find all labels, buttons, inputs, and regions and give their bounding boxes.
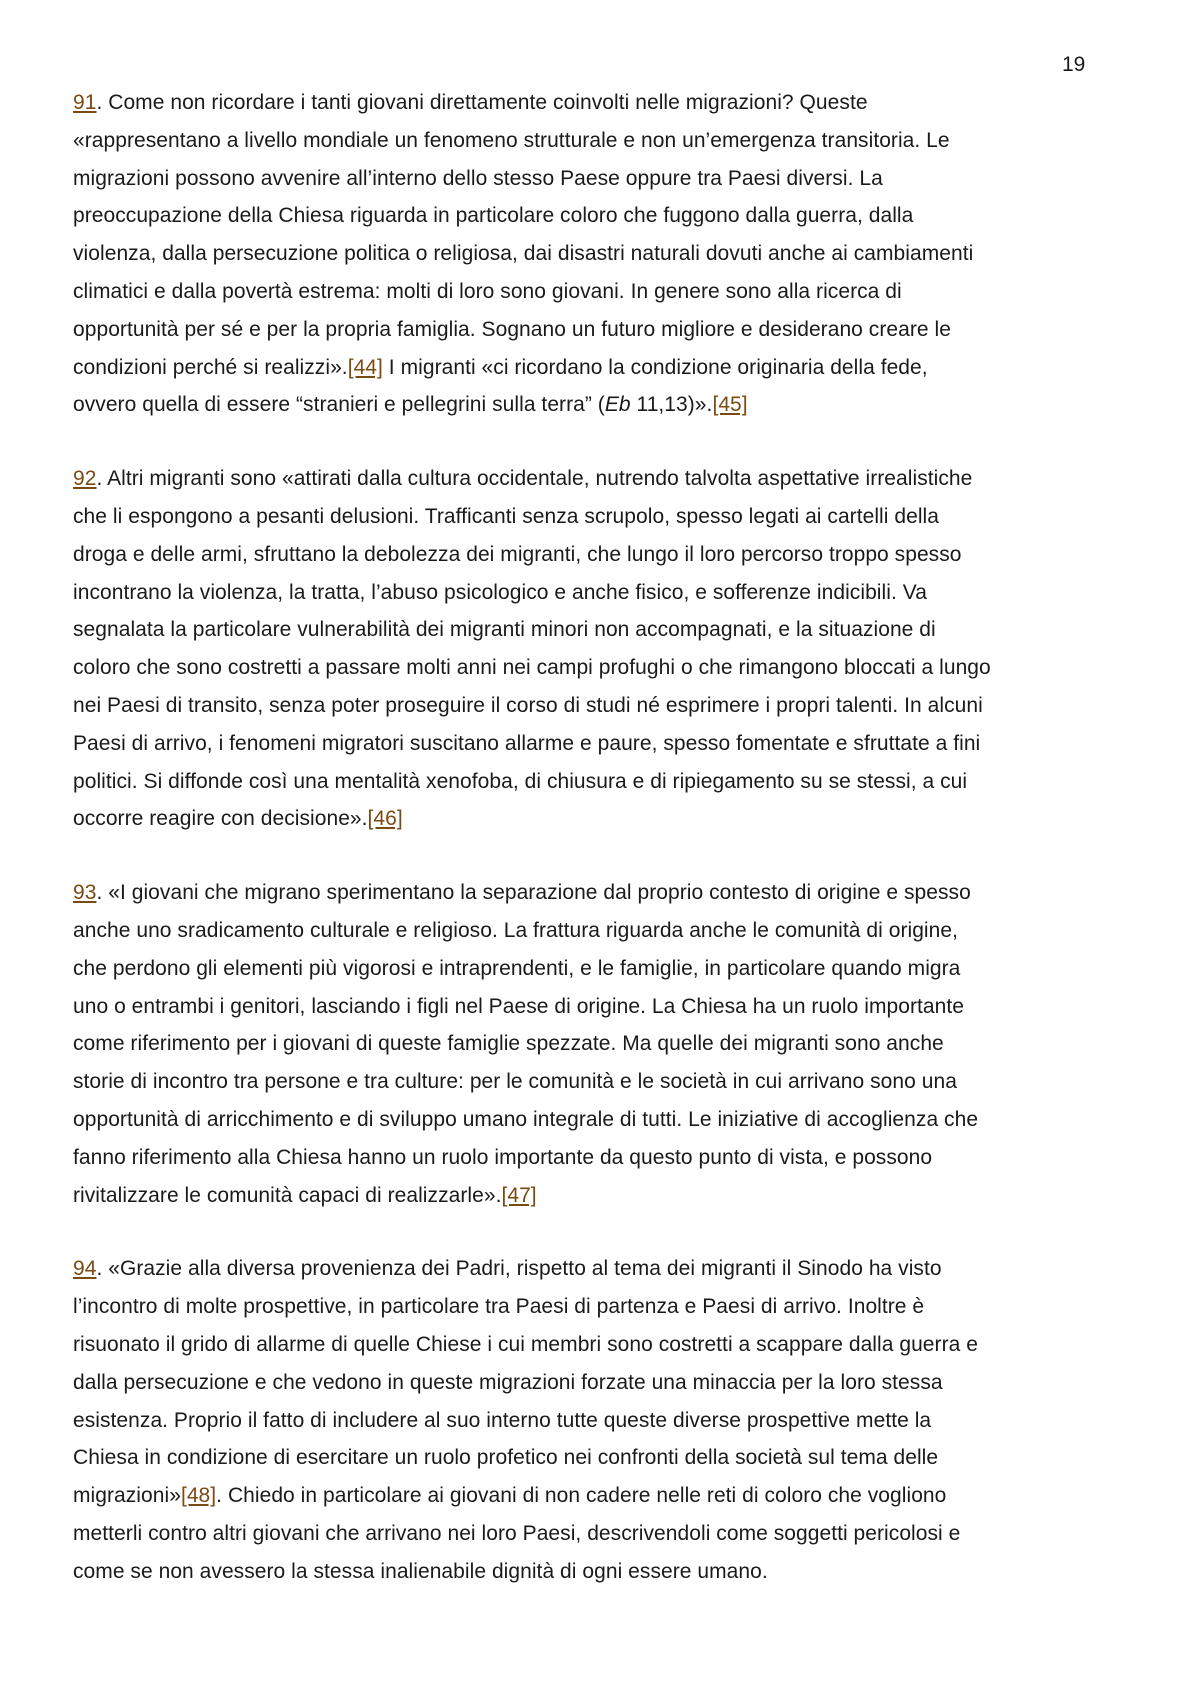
text-segment: fanno riferimento alla Chiesa hanno un ruolo importante da questo punto di vista, e possono <box>73 1145 933 1169</box>
text-segment: come riferimento per i giovani di queste famiglie spezzate. Ma quelle dei migranti sono anche <box>73 1032 944 1056</box>
text-line <box>73 1364 1125 1402</box>
text-line <box>73 1515 1125 1553</box>
text-segment: droga e delle armi, sfruttano la debolezza dei migranti, che lungo il loro percorso troppo spesso <box>73 542 962 566</box>
text-segment: come se non avessero la stessa inalienabile dignità di ogni essere umano. <box>73 1559 768 1583</box>
text-line <box>73 725 1125 763</box>
text-line <box>73 160 1125 198</box>
text-line <box>73 235 1125 273</box>
text-line <box>73 460 1125 498</box>
text-line <box>73 988 1125 1026</box>
paragraph-94 <box>73 1250 1125 1590</box>
text-line <box>73 1402 1125 1440</box>
text-segment: risuonato il grido di allarme di quelle Chiese i cui membri sono costretti a scappare dalla guerra e <box>73 1332 978 1356</box>
text-segment: 11,13)». <box>630 393 713 417</box>
text-line <box>73 122 1125 160</box>
text-segment: Paesi di arrivo, i fenomeni migratori suscitano allarme e paure, spesso fomentate e sfruttate a fini <box>73 731 981 755</box>
footnote-ref-link[interactable]: [46] <box>367 807 403 831</box>
paragraph-number-link[interactable]: 91 <box>73 91 97 114</box>
paragraph-91 <box>73 84 1125 424</box>
text-segment: ovvero quella di essere “stranieri e pellegrini sulla terra” ( <box>73 393 605 417</box>
text-segment: I migranti «ci ricordano la condizione originaria della fede, <box>382 355 928 379</box>
text-line <box>73 349 1125 387</box>
text-line <box>73 763 1125 801</box>
text-segment: climatici e dalla povertà estrema: molti di loro sono giovani. In genere sono alla ricerca di <box>73 279 902 303</box>
text-segment: esistenza. Proprio il fatto di includere al suo interno tutte queste diverse prospettive mette la <box>73 1408 932 1432</box>
text-segment: che perdono gli elementi più vigorosi e intraprendenti, e le famiglie, in particolare quando migra <box>73 956 961 980</box>
document-body <box>73 84 1125 1626</box>
text-line <box>73 1250 1125 1288</box>
text-segment: migrazioni possono avvenire all’interno dello stesso Paese oppure tra Paesi diversi. La <box>73 166 883 190</box>
text-line <box>73 498 1125 536</box>
text-line <box>73 1288 1125 1326</box>
text-line <box>73 649 1125 687</box>
text-segment: . Come non ricordare i tanti giovani direttamente coinvolti nelle migrazioni? Queste <box>96 91 868 114</box>
text-segment: l’incontro di molte prospettive, in particolare tra Paesi di partenza e Paesi di arrivo. Inoltre è <box>73 1295 925 1319</box>
text-line <box>73 536 1125 574</box>
text-line <box>73 1177 1125 1215</box>
footnote-ref-link[interactable]: [45] <box>712 393 748 417</box>
text-segment: . «Grazie alla diversa provenienza dei Padri, rispetto al tema dei migranti il Sinodo ha visto <box>96 1257 942 1281</box>
page-number: 19 <box>1062 53 1086 76</box>
paragraph-number-link[interactable]: 92 <box>73 467 97 491</box>
text-segment: preoccupazione della Chiesa riguarda in particolare coloro che fuggono dalla guerra, dalla <box>73 204 914 228</box>
italic-citation: Eb <box>604 393 631 417</box>
text-line <box>73 687 1125 725</box>
text-line <box>73 950 1125 988</box>
text-line <box>73 1139 1125 1177</box>
text-segment: metterli contro altri giovani che arrivano nei loro Paesi, descrivendoli come soggetti pericolosi e <box>73 1521 961 1545</box>
text-segment: . Altri migranti sono «attirati dalla cultura occidentale, nutrendo talvolta aspettative irrealistiche <box>96 467 973 491</box>
text-line <box>73 1553 1125 1591</box>
text-line <box>73 1025 1125 1063</box>
text-line <box>73 574 1125 612</box>
text-segment: politici. Si diffonde così una mentalità xenofoba, di chiusura e di ripiegamento su se stessi, a cui <box>73 769 968 793</box>
text-segment: dalla persecuzione e che vedono in queste migrazioni forzate una minaccia per la loro stessa <box>73 1370 943 1394</box>
text-segment: coloro che sono costretti a passare molti anni nei campi profughi o che rimangono bloccati a lungo <box>73 656 991 680</box>
text-segment: segnalata la particolare vulnerabilità dei migranti minori non accompagnati, e la situazione di <box>73 618 936 642</box>
paragraph-number-link[interactable]: 93 <box>73 881 97 905</box>
text-line <box>73 1063 1125 1101</box>
text-line <box>73 800 1125 838</box>
text-line <box>73 912 1125 950</box>
text-segment: opportunità per sé e per la propria famiglia. Sognano un futuro migliore e desiderano creare le <box>73 317 951 341</box>
footnote-ref-link[interactable]: [47] <box>501 1183 537 1207</box>
paragraph-92 <box>73 460 1125 838</box>
text-line <box>73 273 1125 311</box>
text-line <box>73 197 1125 235</box>
text-segment: opportunità di arricchimento e di sviluppo umano integrale di tutti. Le iniziative di accoglienza che <box>73 1107 979 1131</box>
text-line <box>73 386 1125 424</box>
text-line <box>73 1439 1125 1477</box>
text-segment: occorre reagire con decisione». <box>73 807 368 831</box>
text-line <box>73 1101 1125 1139</box>
text-line <box>73 611 1125 649</box>
text-segment: rivitalizzare le comunità capaci di realizzarle». <box>73 1183 502 1207</box>
text-line <box>73 311 1125 349</box>
paragraph-number-link[interactable]: 94 <box>73 1257 97 1281</box>
paragraph-93 <box>73 874 1125 1214</box>
text-segment: incontrano la violenza, la tratta, l’abuso psicologico e anche fisico, e sofferenze indicibili. Va <box>73 580 927 604</box>
text-segment: migrazioni» <box>73 1484 181 1508</box>
footnote-ref-link[interactable]: [44] <box>347 355 383 379</box>
text-line <box>73 1477 1125 1515</box>
text-segment: violenza, dalla persecuzione politica o religiosa, dai disastri naturali dovuti anche ai cambiamenti <box>73 242 974 266</box>
footnote-ref-link[interactable]: [48] <box>180 1484 217 1508</box>
text-segment: «rappresentano a livello mondiale un fenomeno strutturale e non un’emergenza transitoria. Le <box>73 128 950 152</box>
text-line <box>73 874 1125 912</box>
text-segment: storie di incontro tra persone e tra culture: per le comunità e le società in cui arrivano sono una <box>73 1070 957 1094</box>
text-segment: . «I giovani che migrano sperimentano la separazione dal proprio contesto di origine e spesso <box>96 881 971 905</box>
text-line <box>73 1326 1125 1364</box>
text-segment: uno o entrambi i genitori, lasciando i figli nel Paese di origine. La Chiesa ha un ruolo importante <box>73 994 964 1018</box>
text-segment: nei Paesi di transito, senza poter proseguire il corso di studi né esprimere i propri talenti. In alcuni <box>73 693 983 717</box>
text-line <box>73 84 1125 122</box>
text-segment: anche uno sradicamento culturale e religioso. La frattura riguarda anche le comunità di origine, <box>73 918 958 942</box>
text-segment: condizioni perché si realizzi». <box>73 355 348 379</box>
text-segment: Chiesa in condizione di esercitare un ruolo profetico nei confronti della società sul tema delle <box>73 1446 939 1470</box>
text-segment: che li espongono a pesanti delusioni. Trafficanti senza scrupolo, spesso legati ai cartelli della <box>73 504 939 528</box>
text-segment: . Chiedo in particolare ai giovani di non cadere nelle reti di coloro che vogliono <box>216 1484 947 1508</box>
